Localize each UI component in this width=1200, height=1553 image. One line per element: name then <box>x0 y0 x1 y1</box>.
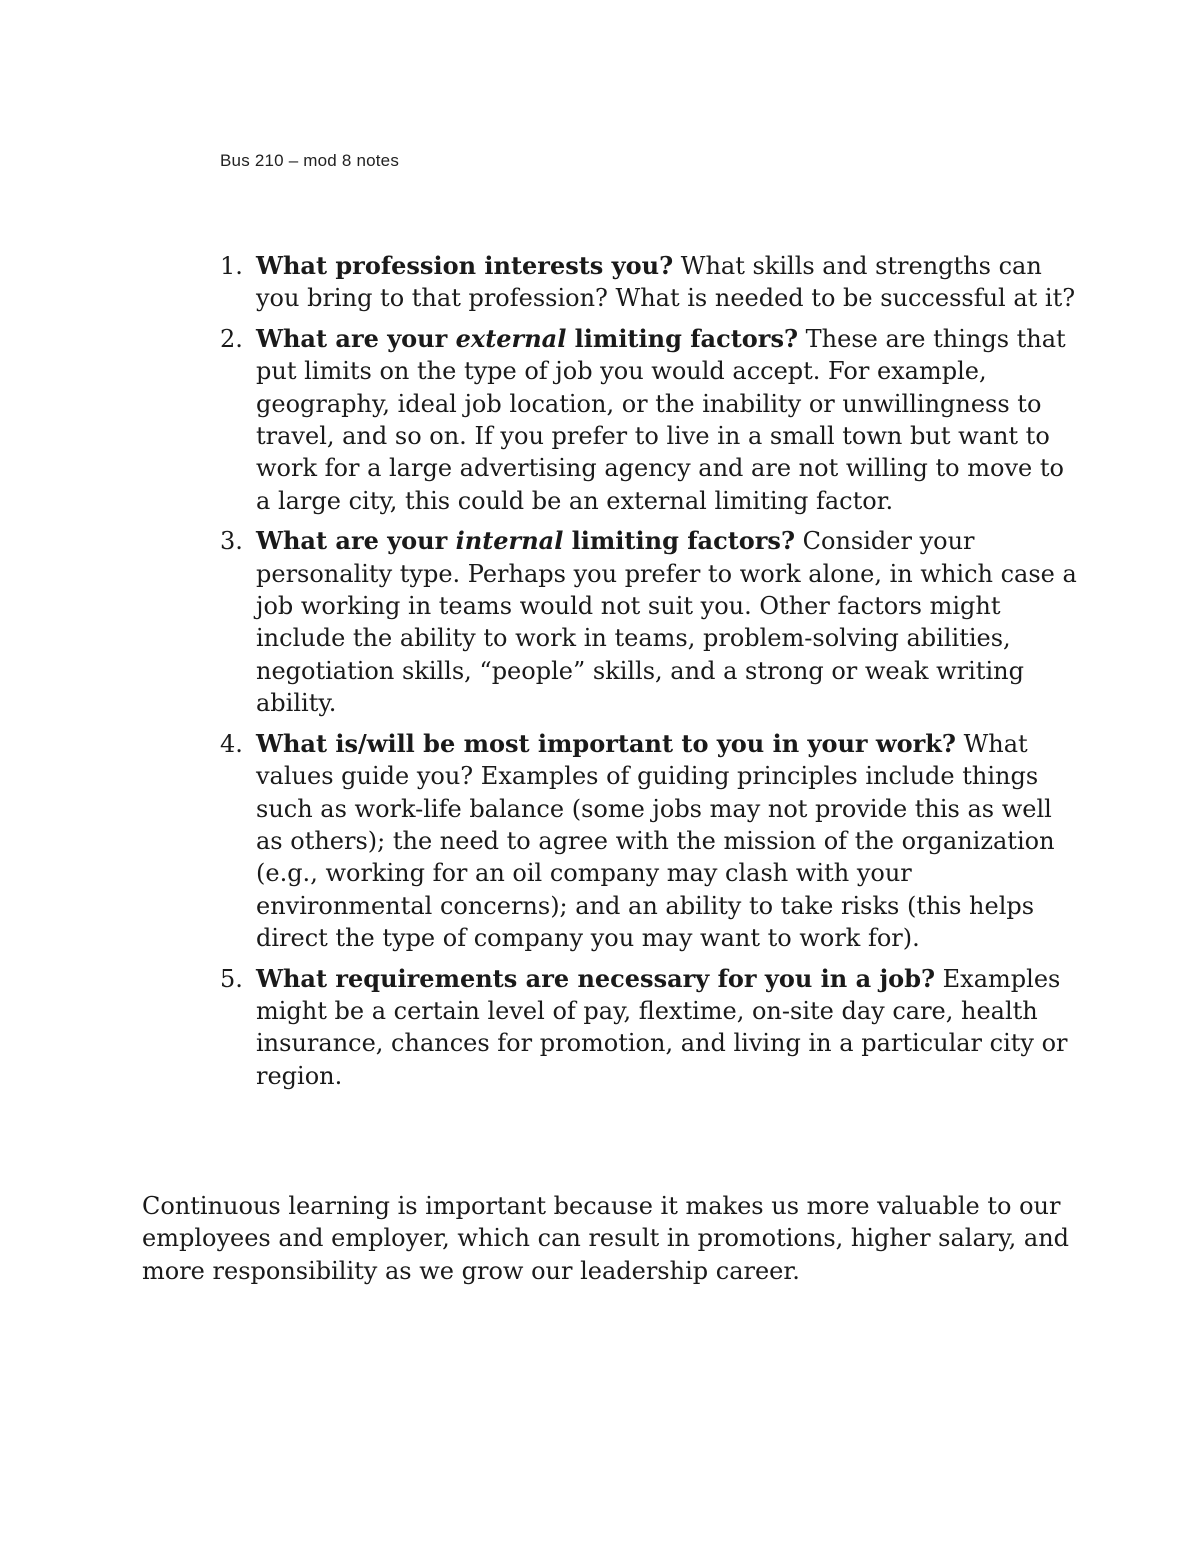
question-lead-emphasis: internal <box>455 526 564 556</box>
question-item-3 <box>210 525 1080 719</box>
closing-paragraph: Continuous learning is important because it makes us more valuable to our employees and employer, which can result in promotions, higher salary, and more responsibility as we grow our leadership career. <box>142 1192 1070 1285</box>
question-lead: What are your <box>256 526 456 556</box>
question-text <box>256 728 1080 955</box>
question-text <box>256 525 1080 719</box>
question-item-2 <box>210 323 1080 517</box>
question-lead: What requirements are necessary for you in a job? <box>256 963 936 993</box>
question-lead-end: limiting factors? <box>563 526 796 556</box>
question-body: These are things that put limits on the type of job you would accept. For example, geography, ideal job location, or the inability or unwillingness to travel, and so on. If you prefer to live in a small town but want to work for a large advertising agency and are not willing to move to a large city, this could be an external limiting factor. <box>256 324 1066 515</box>
question-item-5 <box>210 963 1080 1093</box>
question-number: 1. <box>220 252 243 280</box>
question-number: 4. <box>220 729 243 758</box>
question-body: Examples might be a certain level of pay, flextime, on-site day care, health insurance, chances for promotion, and living in a particular city or region. <box>256 964 1068 1090</box>
question-body: What skills and strengths can you bring to that profession? What is needed to be successful at it? <box>256 252 1076 313</box>
question-item-1 <box>210 250 1080 315</box>
question-text <box>256 323 1080 517</box>
question-number: 5. <box>220 964 243 993</box>
question-item-4 <box>210 728 1080 955</box>
question-lead: What is/will be most important to you in your work? <box>256 728 956 758</box>
question-text <box>256 963 1080 1093</box>
question-text <box>256 250 1080 315</box>
document-header: Bus 210 – mod 8 notes <box>220 151 400 170</box>
question-lead-emphasis: external <box>455 323 567 353</box>
question-lead-end: limiting factors? <box>566 323 799 353</box>
question-list <box>210 250 1080 1100</box>
question-body: Consider your personality type. Perhaps you prefer to work alone, in which case a job working in teams would not suit you. Other factors might include the ability to work in teams, problem-solving abilities, negotiation skills, “people” skills, and a strong or weak writing ability. <box>256 527 1077 718</box>
question-lead: What are your <box>256 323 456 353</box>
question-body: What values guide you? Examples of guiding principles include things such as work-life balance (some jobs may not provide this as well as others); the need to agree with the mission of the organization (e.g., working for an oil company may clash with your environmental concerns); and an ability to take risks (this helps direct the type of company you may want to work for). <box>256 729 1055 953</box>
question-lead: What profession interests you? <box>256 251 674 280</box>
question-number: 3. <box>220 527 243 556</box>
question-number: 2. <box>220 324 243 353</box>
